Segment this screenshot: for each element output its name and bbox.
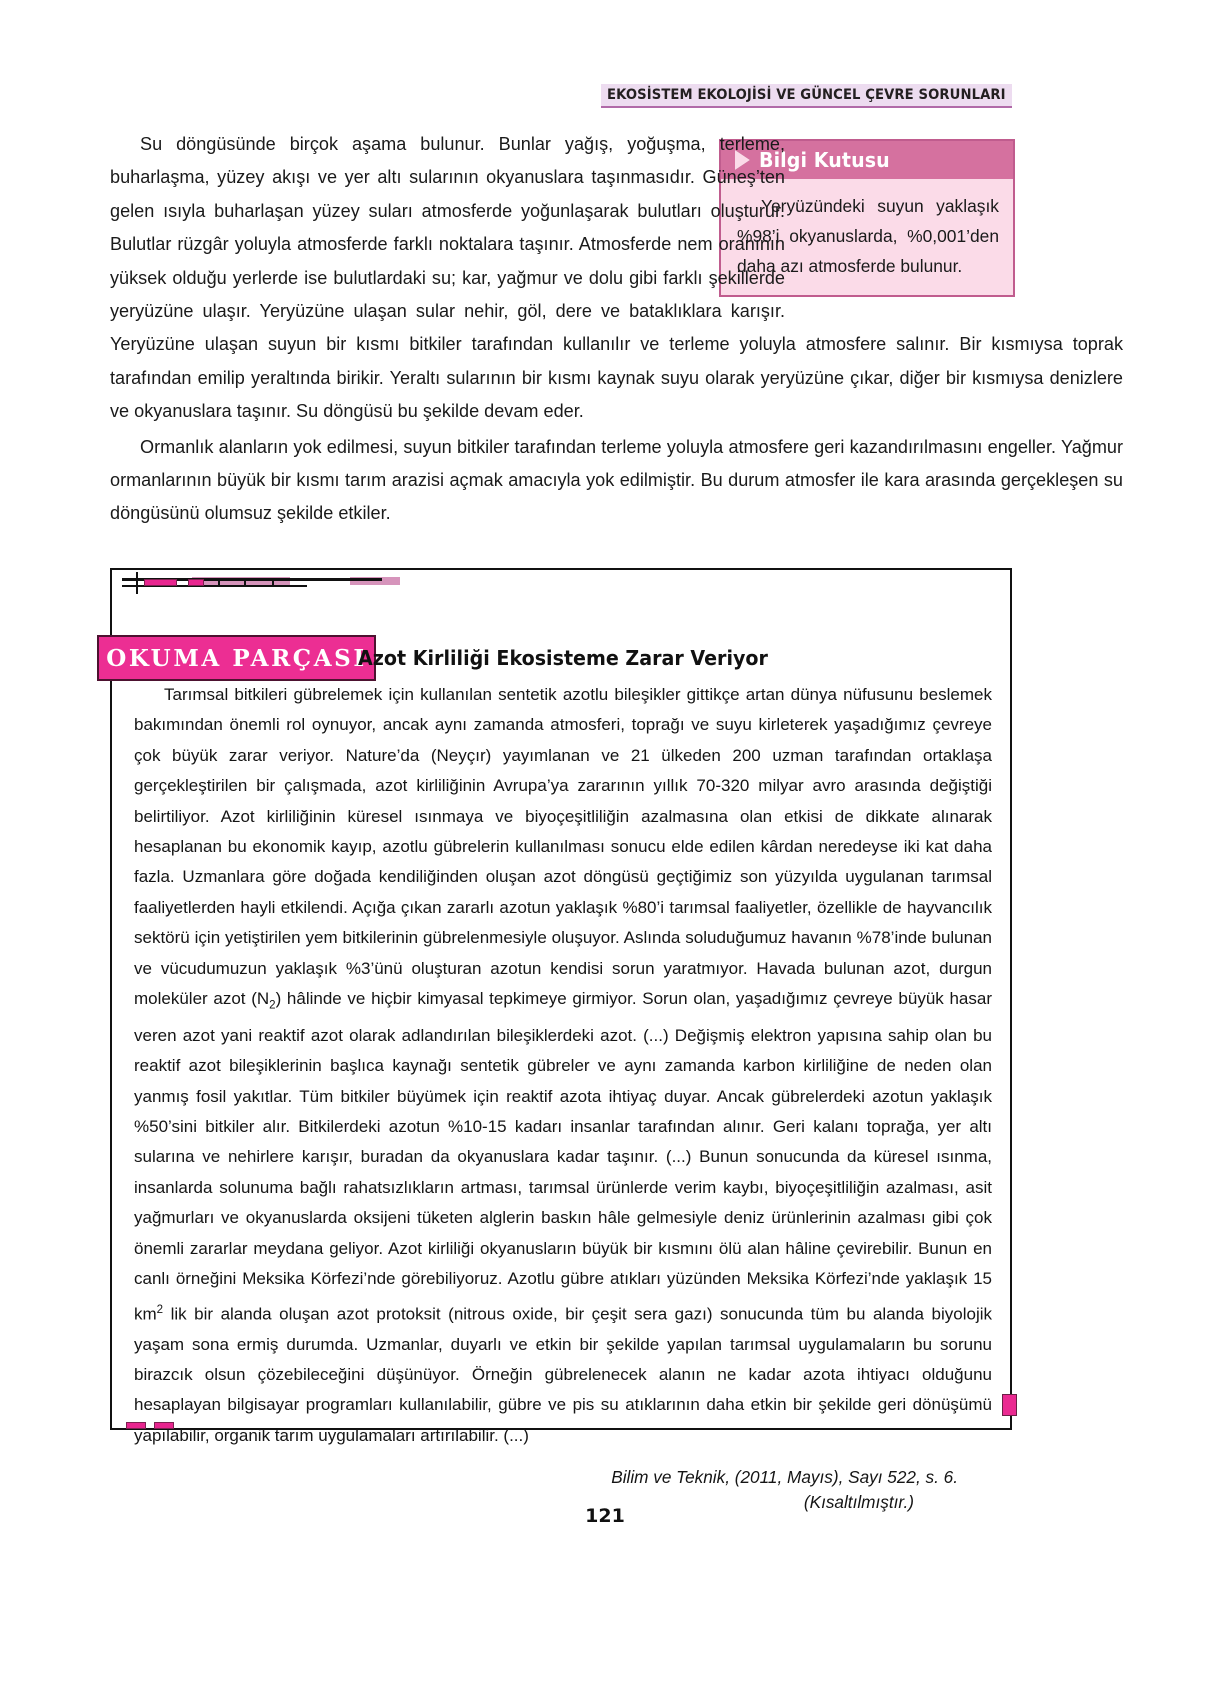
ruler-tick-4 xyxy=(272,578,274,586)
frame-left-border xyxy=(110,568,112,1430)
frame-right-border xyxy=(1010,568,1012,1430)
paragraph-deforestation xyxy=(110,431,1123,531)
chapter-header-label: EKOSİSTEM EKOLOJİSİ VE GÜNCEL ÇEVRE SORUNLARI xyxy=(607,87,1006,103)
frame-top-border xyxy=(110,568,1012,570)
reading-passage-title: Azot Kirliliği Ekosisteme Zarar Veriyor xyxy=(358,646,768,670)
ruler-tick-2 xyxy=(218,578,220,586)
page-edge-tab xyxy=(1002,1394,1017,1416)
ruler-marker-1 xyxy=(144,579,177,586)
ruler-decoration-top xyxy=(122,572,382,594)
ruler-marker-2 xyxy=(188,579,204,586)
info-box-text-wrap-spacer xyxy=(785,128,1123,298)
paragraph-water-cycle xyxy=(110,128,1123,429)
ruler-vertical-mark xyxy=(136,572,138,594)
square-km-superscript: 2 xyxy=(156,1303,164,1316)
chapter-header-rule xyxy=(601,106,1012,108)
chapter-header-bar xyxy=(601,84,1012,106)
main-body-column xyxy=(110,128,1123,531)
ruler-tick-3 xyxy=(244,578,246,586)
nitrogen-subscript: 2 xyxy=(269,999,276,1012)
reading-passage-source: Bilim ve Teknik, (2011, Mayıs), Sayı 522, s. 6. xyxy=(611,1467,958,1488)
reading-body-part-1: Tarımsal bitkileri gübrelemek için kullanılan sentetik azotlu bileşikler gittikçe artan dünya nüfusunu beslemek bakımından önemli rol oynuyor, ancak aynı zamanda atmosferi, toprağı ve suyu kirleterek yaşadığımız çevreye çok büyük zarar veriyor. Nature’da (Neyçır) yayımlanan ve 21 ülkeden 200 uzman tarafından ortaklaşa gerçekleştirilen bir çalışmada, azot kirliliğinin Avrupa’ya zararının yıllık 70-320 milyar avro arasında değiştiği belirtiliyor. Azot kirliliğinin küresel ısınmaya ve biyoçeşitliliğin azalmasına olan etkisi de dikkate alınarak hesaplanan bu ekonomik kayıp, azotlu gübrelerin kullanılması sonucu elde edilen kârdan neredeyse iki kat daha fazla. Uzmanlara göre doğada kendiliğinden oluşan azot döngüsü geçtiğimiz son yüzyılda uygulanan tarımsal faaliyetlerden hayli etkilendi. Açığa çıkan zararlı azotun yaklaşık %80’i tarımsal faaliyetler, özellikle de hayvancılık sektörü için yetiştirilen yem bitkilerinin gübrelenmesiyle oluşuyor. Aslında soluduğumuz havanın %78’inde bulunan ve vücudumuzun yaklaşık %3’ünü oluşturan azotun kendisi sorun yaratmıyor. Havada bulunan azot, durgun moleküler azot (N xyxy=(134,685,992,1009)
reading-passage-frame xyxy=(106,568,1012,1513)
reading-body-part-3: lik bir alanda oluşan azot protoksit (nitrous oxide, bir çeşit sera gazı) sonucunda tüm bu alanda biyolojik yaşam sona ermiş durumda. Uzmanlar, duyarlı ve etkin bir şekilde yapılan tarımsal uygulamaların bu sorunu birazcık olsun çözebileceğini düşünüyor. Örneğin gübrelenecek alanın ne kadar azota ihtiyacı olduğunu hesaplayan bilgisayar programları kullanılabilir, gübre ve pis su atıklarının daha etkin bir şekilde geri dönüşümü yapılabilir, organik tarım uygulamaları artırılabilir. (...) xyxy=(134,1304,992,1445)
reading-passage-content xyxy=(134,646,992,1513)
paragraph-water-cycle-text: Su döngüsünde birçok aşama bulunur. Bunlar yağış, yoğuşma, terleme, buharlaşma, yüzey akışı ve yer altı sularının okyanuslara taşınmasıdır. Güneş’ten gelen ısıyla buharlaşan yüzey suları atmosferde yoğunlaşarak bulutları oluşturur. Bulutlar rüzgâr yoluyla atmosferde farklı noktalara taşınır. Atmosferde nem oranının yüksek olduğu yerlerde ise bulutlardaki su; kar, yağmur ve dolu gibi farklı şekillerde yeryüzüne ulaşır. Yeryüzüne ulaşan sular nehir, göl, dere ve bataklıklara karışır. Yeryüzüne ulaşan suyun bir kısmı bitkiler tarafından kullanılır ve terleme yoluyla atmosfere salınır. Bir kısmıysa toprak tarafından emilip yeraltında birikir. Yeraltı sularının bir kısmı kaynak suyu olarak yeryüzüne çıkar, diğer bir kısmıysa denizlere ve okyanuslara taşınır. Su döngüsü bu şekilde devam eder. xyxy=(110,134,1123,422)
reading-passage-body xyxy=(134,680,992,1451)
reading-passage-banner-label: OKUMA PARÇASI xyxy=(106,644,367,672)
paragraph-deforestation-text: Ormanlık alanların yok edilmesi, suyun bitkiler tarafından terleme yoluyla atmosfere geri kazandırılmasını engeller. Yağmur ormanlarının büyük bir kısmı tarım arazisi açmak amacıyla yok edilmiştir. Bu durum atmosfer ile kara arasında gerçekleşen su döngüsünü olumsuz şekilde etkiler. xyxy=(110,436,1123,524)
info-box-body-text: Yeryüzündeki suyun yaklaşık %98’i okyanuslarda, %0,001’den daha azı atmosferde bulunur. xyxy=(737,196,999,276)
reading-passage-source-note: (Kısaltılmıştır.) xyxy=(803,1492,914,1513)
info-box-title: Bilgi Kutusu xyxy=(759,148,890,172)
page-number: 121 xyxy=(585,1505,625,1527)
reading-body-part-2: ) hâlinde ve hiçbir kimyasal tepkimeye girmiyor. Sorun olan, yaşadığımız çevreye büyük hasar veren azot yani reaktif azot olarak adlandırılan bileşiklerdeki azot. (...) Değişmiş elektron yapısına sahip olan bu reaktif azot bileşiklerinin başlıca kaynağı sentetik gübreler ve aynı zamanda karbon kirliliğine de neden olan yanmış fosil yakıtlar. Tüm bitkiler büyümek için reaktif azota ihtiyaç duyar. Ancak gübrelerdeki azotun yaklaşık %50’sini bitkiler alır. Bitkilerdeki azotun %10-15 kadarı insanlar tarafından alınır. Geri kalanı toprağa, yer altı sularına ve nehirlere karışır, buradan da okyanuslara kadar taşınır. (...) Bunun sonucunda da küresel ısınma, insanlarda solunuma bağlı rahatsızlıkların artması, tarımsal ürünlerde verim kaybı, biyoçeşitliliğin azalması, asit yağmurları ve okyanuslarda oksijeni tüketen alglerin baskın hâle gelmesiyle deniz ürünlerinin azalması gibi çok önemli zararlar meydana geliyor. Azot kirliliği okyanusların büyük bir kısmını ölü alan hâline çevirebilir. Bunun en canlı örneğini Meksika Körfezi’nde görebiliyoruz. Azotlu gübre atıkları yüzünden Meksika Körfezi’nde yaklaşık 15 km xyxy=(134,989,992,1324)
